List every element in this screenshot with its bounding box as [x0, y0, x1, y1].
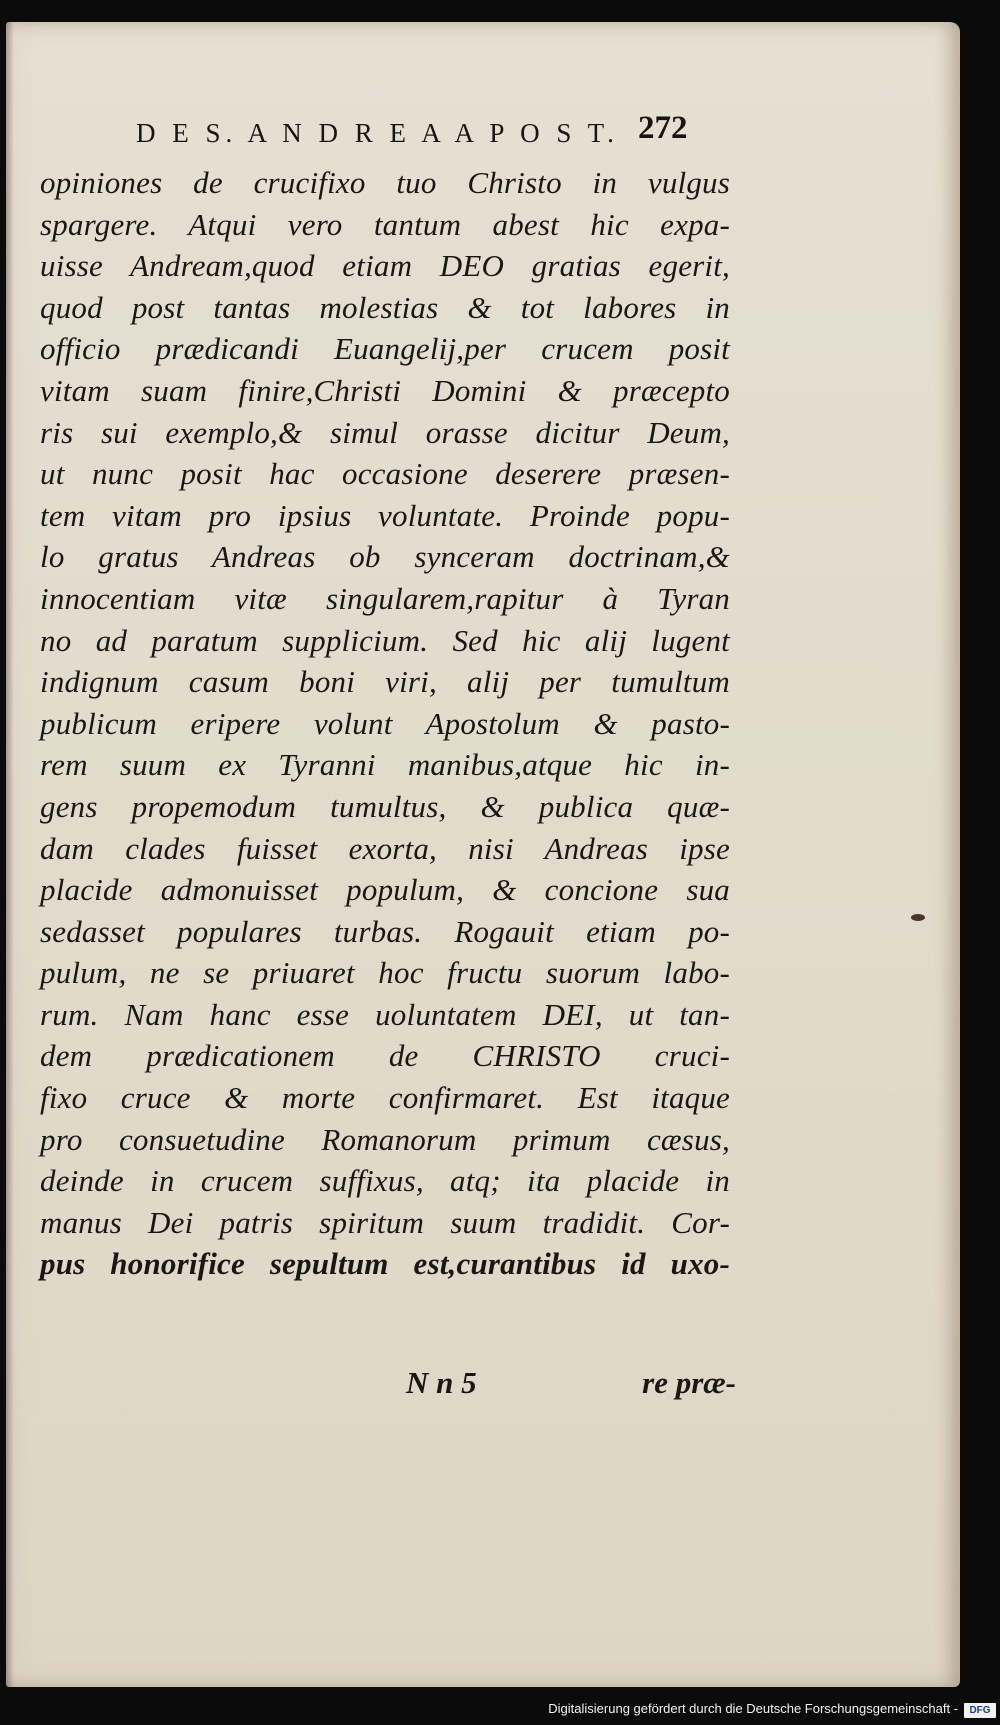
text-line: placide admonuisset populum, & concione sua — [40, 872, 730, 908]
signature-mark: N n 5 — [406, 1365, 477, 1400]
funding-credit: Digitalisierung gefördert durch die Deutsche Forschungsgemeinschaft - — [548, 1701, 958, 1716]
text-line: fixo cruce & morte confirmaret. Est itaque — [40, 1080, 730, 1116]
text-line: officio prædicandi Euangelij,per crucem posit — [40, 331, 730, 367]
footer-bar — [0, 1697, 1000, 1725]
text-line: tem vitam pro ipsius voluntate. Proinde popu- — [40, 497, 730, 533]
text-line: no ad paratum supplicium. Sed hic alij lugent — [40, 622, 730, 658]
page-number: 272 — [638, 110, 688, 146]
text-line: opiniones de crucifixo tuo Christo in vulgus — [40, 165, 730, 200]
text-line: rem suum ex Tyranni manibus,atque hic in- — [40, 747, 730, 783]
ink-blot-mark — [911, 914, 925, 921]
text-line: sedasset populares turbas. Rogauit etiam po- — [40, 913, 730, 949]
body-text — [40, 162, 730, 1285]
text-line: pulum, ne se priuaret hoc fructu suorum labo- — [40, 955, 730, 991]
text-line: vitam suam finire,Christi Domini & præcepto — [40, 372, 730, 408]
text-line: dam clades fuisset exorta, nisi Andreas ipse — [40, 830, 730, 866]
catchline — [406, 1365, 736, 1409]
text-line: uisse Andream,quod etiam DEO gratias egerit, — [40, 248, 730, 284]
running-head: D E S. A N D R E A A P O S T. — [136, 118, 619, 148]
text-line: deinde in crucem suffixus, atq; ita placide in — [40, 1163, 730, 1199]
text-line: rum. Nam hanc esse uoluntatem DEI, ut tan- — [40, 996, 730, 1032]
text-line: manus Dei patris spiritum suum tradidit. Cor- — [40, 1204, 730, 1240]
text-line: innocentiam vitæ singularem,rapitur à Tyran — [40, 580, 730, 616]
text-line: gens propemodum tumultus, & publica quæ- — [40, 788, 730, 824]
page-gutter-shadow — [6, 22, 14, 1687]
dfg-logo-icon: DFG — [964, 1703, 996, 1718]
text-line: pus honorifice sepultum est,curantibus id uxo- — [40, 1246, 730, 1282]
text-line: spargere. Atqui vero tantum abest hic expa- — [40, 206, 730, 242]
book-page — [6, 22, 960, 1687]
text-line: indignum casum boni viri, alij per tumultum — [40, 664, 730, 700]
text-line: ris sui exemplo,& simul orasse dicitur Deum, — [40, 414, 730, 450]
text-line: dem prædicationem de CHRISTO cruci- — [40, 1038, 730, 1074]
catchword: re præ- — [642, 1365, 736, 1400]
text-line: lo gratus Andreas ob synceram doctrinam,& — [40, 539, 730, 575]
text-line: pro consuetudine Romanorum primum cæsus, — [40, 1121, 730, 1157]
text-line: ut nunc posit hac occasione deserere præsen- — [40, 456, 730, 492]
text-line: publicum eripere volunt Apostolum & pasto- — [40, 705, 730, 741]
text-line: quod post tantas molestias & tot labores in — [40, 289, 730, 325]
